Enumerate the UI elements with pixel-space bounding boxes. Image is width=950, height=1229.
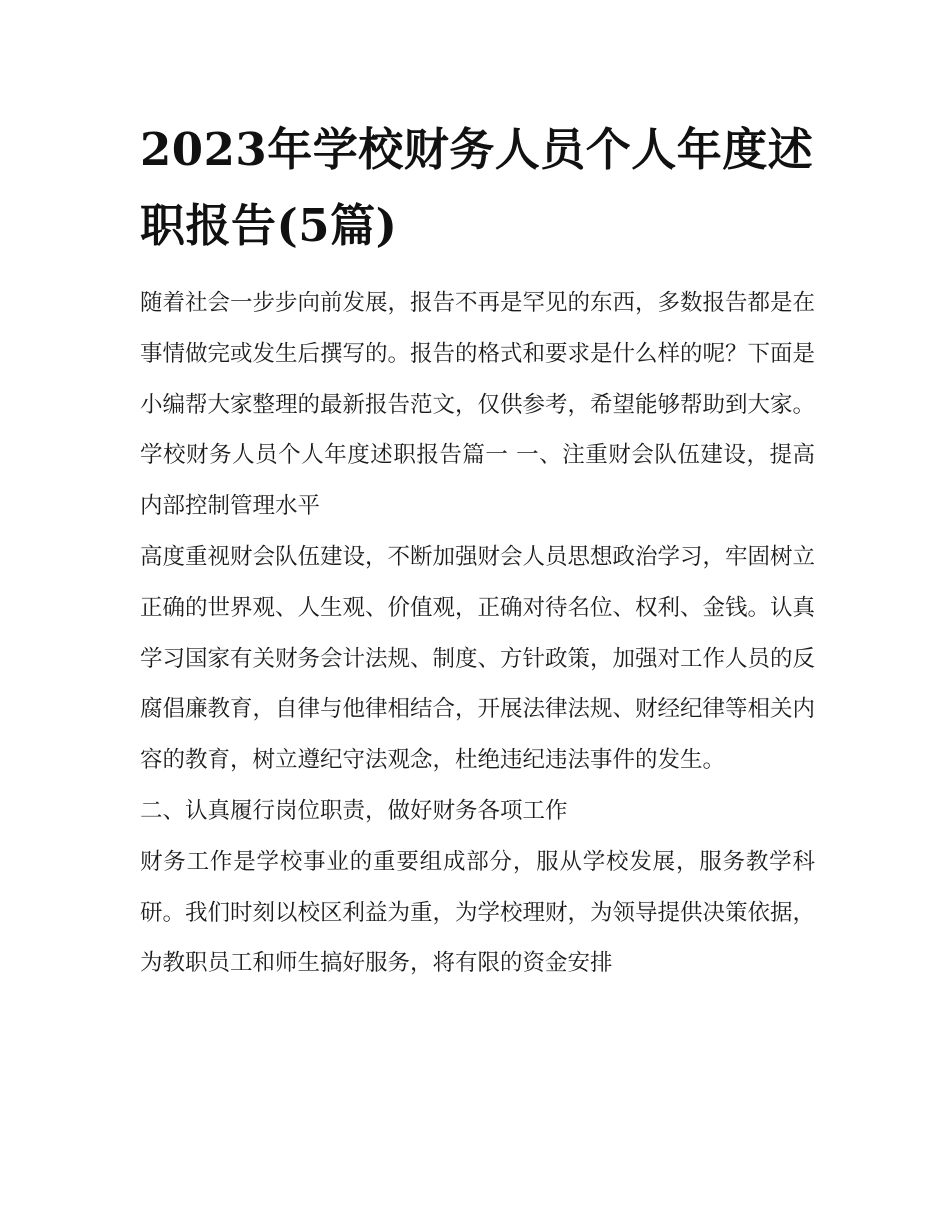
document-body	[140, 112, 815, 989]
paragraph-intro: 随着社会一步步向前发展，报告不再是罕见的东西，多数报告都是在事情做完或发生后撰写的。报告的格式和要求是什么样的呢？下面是小编帮大家整理的最新报告范文，仅供参考，希望能够帮助到大家。	[140, 290, 816, 418]
paragraph-finance-work: 财务工作是学校事业的重要组成部分，服从学校发展，服务教学科研。我们时刻以校区利益为重，为学校理财，为领导提供决策依据，为教职员工和师生搞好服务，将有限的资金安排	[140, 848, 816, 977]
paragraph-section-two-heading: 二、认真履行岗位职责，做好财务各项工作	[140, 797, 568, 824]
paragraph-team-building: 高度重视财会队伍建设，不断加强财会人员思想政治学习，牢固树立正确的世界观、人生观、价值观，正确对待名位、权利、金钱。认真学习国家有关财务会计法规、制度、方针政策，加强对工作人员的反腐倡廉教育，自律与他律相结合，开展法律法规、财经纪律等相关内容的教育，树立遵纪守法观念，杜绝违纪违法事件的发生。	[140, 543, 816, 774]
document-title: 2023年学校财务人员个人年度述职报告(5篇)	[140, 123, 814, 252]
paragraph-section-one-heading: 学校财务人员个人年度述职报告篇一 一、注重财会队伍建设，提高内部控制管理水平	[140, 442, 815, 520]
